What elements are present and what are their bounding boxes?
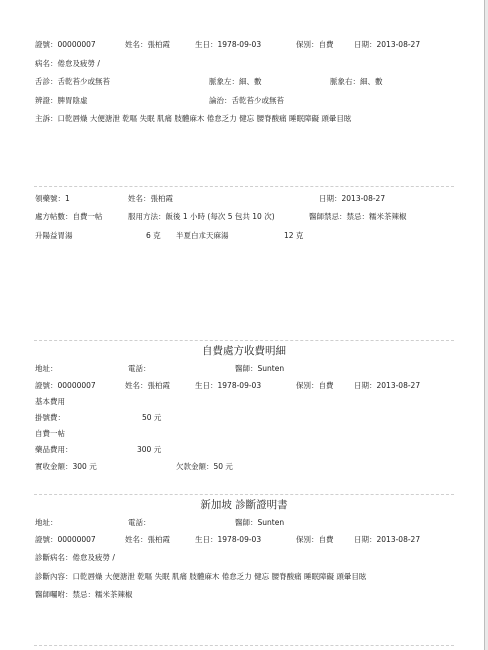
receipt-paid-amount: 實收金額：300 元 xyxy=(35,462,97,471)
certificate-title: 新加坡 診斷證明書 xyxy=(200,499,288,511)
certificate-birth-date: 生日：1978-09-03 xyxy=(195,535,262,544)
receipt-doctor: 醫師：Sunten xyxy=(235,364,285,373)
receipt-self-pay: 自費一帖 xyxy=(35,429,65,438)
receipt-phone: 電話： xyxy=(128,364,151,373)
certificate-advice: 醫師囑咐：禁忌：糯米茶辣椒 xyxy=(35,590,133,599)
record-pattern: 辨證：脾胃陰虛 xyxy=(35,96,88,105)
record-visit-date: 日期：2013-08-27 xyxy=(354,40,421,49)
receipt-address: 地址： xyxy=(35,364,58,373)
record-disease: 病名：倦怠及疲勞 / xyxy=(35,59,100,68)
receipt-insurance: 保別：自費 xyxy=(296,381,334,390)
section-divider xyxy=(34,645,454,646)
receipt-title: 自費處方收費明細 xyxy=(202,345,286,357)
receipt-drug-fee-value: 300 元 xyxy=(137,445,162,454)
prescription-number: 領藥號：1 xyxy=(35,194,70,203)
receipt-basic-fee: 基本費用 xyxy=(35,397,65,406)
prescription-date: 日期：2013-08-27 xyxy=(319,194,386,203)
record-chief-complaint: 主訴：口乾唇燥 大便溏泄 乾嘔 失眠 肌痛 肢體麻木 倦怠乏力 健忘 腰脊酸痛 睡眠障礙 頭暈目眩 xyxy=(35,114,352,123)
certificate-date: 日期：2013-08-27 xyxy=(354,535,421,544)
certificate-insurance: 保別：自費 xyxy=(296,535,334,544)
certificate-diagnosis: 診斷病名：倦怠及疲勞 / xyxy=(35,553,115,562)
herb-dose: 12 克 xyxy=(284,231,304,240)
section-divider xyxy=(34,186,454,187)
herb-name: 升陽益胃湯 xyxy=(35,231,73,240)
certificate-patient-name: 姓名：張柏霞 xyxy=(125,535,170,544)
certificate-content: 診斷內容：口乾唇燥 大便溏泄 乾嘔 失眠 肌痛 肢體麻木 倦怠乏力 健忘 腰脊酸痛 睡眠障礙 頭暈目眩 xyxy=(35,572,367,581)
record-birth-date: 生日：1978-09-03 xyxy=(195,40,262,49)
section-divider xyxy=(34,494,454,495)
receipt-cert-no: 證號：00000007 xyxy=(35,381,96,390)
record-insurance: 保別：自費 xyxy=(296,40,334,49)
section-divider xyxy=(34,340,454,341)
prescription-days: 處方帖數：自費一帖 xyxy=(35,212,103,221)
certificate-doctor: 醫師：Sunten xyxy=(235,518,285,527)
certificate-phone: 電話： xyxy=(128,518,151,527)
prescription-warning: 醫師禁忌：禁忌：糯米茶辣椒 xyxy=(309,212,407,221)
receipt-patient-name: 姓名：張柏霞 xyxy=(125,381,170,390)
record-pulse-left: 脈象左：細、數 xyxy=(209,77,262,86)
prescription-patient-name: 姓名：張柏霞 xyxy=(128,194,173,203)
certificate-cert-no: 證號：00000007 xyxy=(35,535,96,544)
receipt-registration-fee-label: 掛號費： xyxy=(35,413,65,422)
record-treatment: 論治：舌乾苔少或無苔 xyxy=(209,96,284,105)
record-cert-no: 證號：00000007 xyxy=(35,40,96,49)
certificate-address: 地址： xyxy=(35,518,58,527)
herb-name: 半夏白朮天麻湯 xyxy=(176,231,229,240)
receipt-owed-amount: 欠款金額：50 元 xyxy=(176,462,233,471)
receipt-drug-fee-label: 藥品費用： xyxy=(35,445,73,454)
receipt-date: 日期：2013-08-27 xyxy=(354,381,421,390)
record-pulse-right: 脈象右：細、數 xyxy=(330,77,383,86)
prescription-usage: 服用方法：飯後 1 小時 (每次 5 包共 10 次) xyxy=(128,212,275,221)
receipt-registration-fee-value: 50 元 xyxy=(142,413,162,422)
herb-dose: 6 克 xyxy=(146,231,161,240)
record-patient-name: 姓名：張柏霞 xyxy=(125,40,170,49)
receipt-birth-date: 生日：1978-09-03 xyxy=(195,381,262,390)
record-tongue-diagnosis: 舌診：舌乾苔少或無苔 xyxy=(35,77,110,86)
